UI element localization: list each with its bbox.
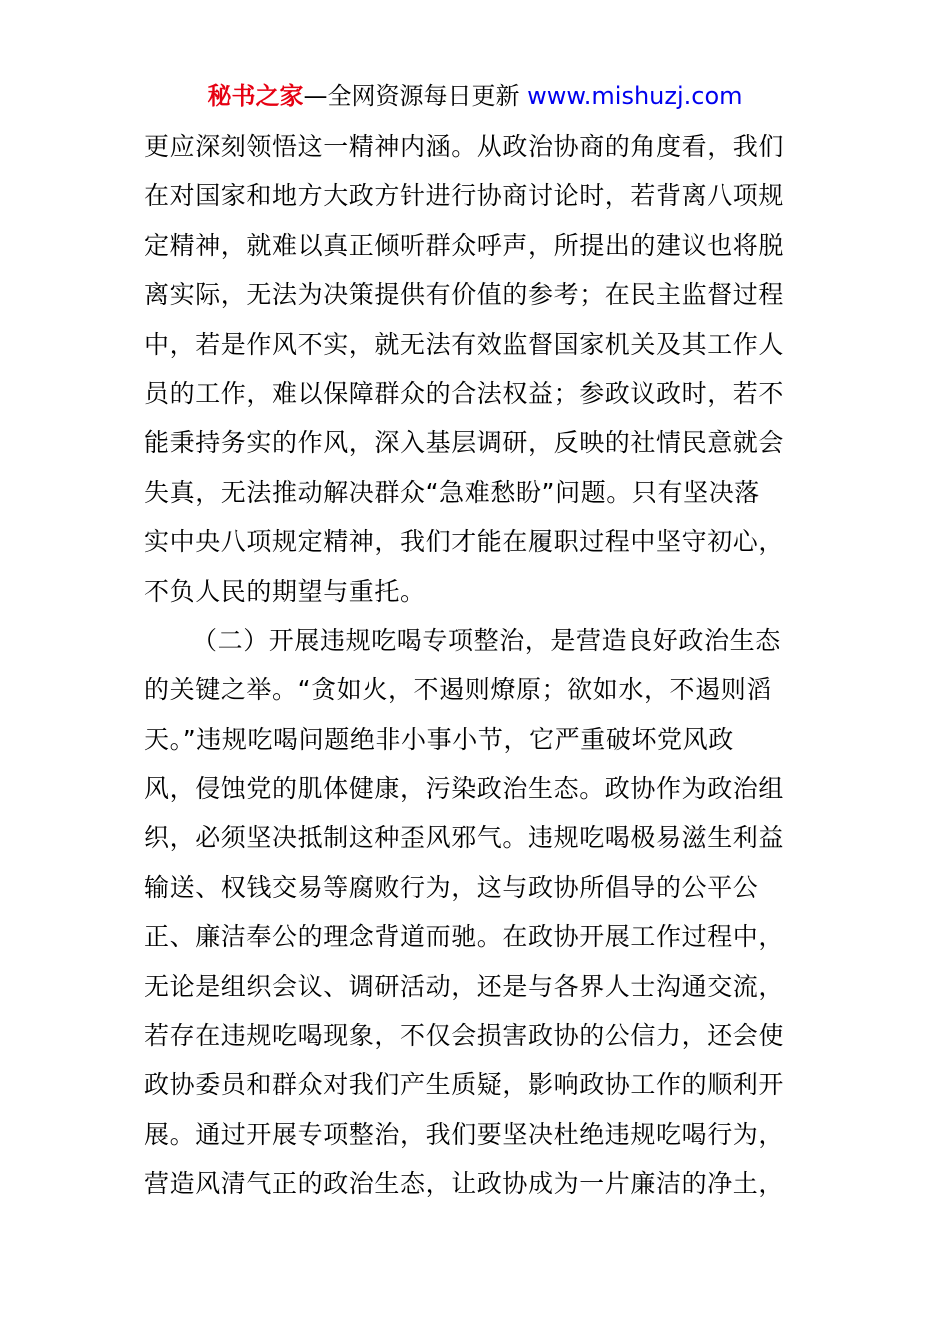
site-header [0, 80, 950, 112]
text-line: 实中央八项规定精神，我们才能在履职过程中坚守初心， [144, 527, 785, 557]
site-tagline: —全网资源每日更新 [303, 82, 520, 110]
text-line: 无论是组织会议、调研活动，还是与各界人士沟通交流， [144, 971, 785, 1001]
text-line: 展。通过开展专项整治，我们要坚决杜绝违规吃喝行为， [144, 1119, 785, 1149]
site-url-link[interactable]: www.mishuzj.com [527, 82, 743, 110]
text-line: 在对国家和地方大政方针进行协商讨论时，若背离八项规 [144, 181, 785, 211]
text-line: 正、廉洁奉公的理念背道而驰。在政协开展工作过程中， [144, 922, 785, 952]
text-line: 离实际，无法为决策提供有价值的参考；在民主监督过程 [144, 280, 785, 310]
text-line: 员的工作，难以保障群众的合法权益；参政议政时，若不 [144, 378, 785, 408]
text-line: 更应深刻领悟这一精神内涵。从政治协商的角度看，我们 [144, 132, 785, 161]
text-line: 输送、权钱交易等腐败行为，这与政协所倡导的公平公 [144, 872, 759, 902]
text-line: 风，侵蚀党的肌体健康，污染政治生态。政协作为政治组 [144, 774, 785, 804]
site-brand: 秘书之家 [207, 82, 304, 110]
text-line: 天。”违规吃喝问题绝非小事小节，它严重破坏党风政 [144, 724, 734, 754]
text-line: 政协委员和群众对我们产生质疑，影响政协工作的顺利开 [144, 1070, 785, 1100]
text-line: 定精神，就难以真正倾听群众呼声，所提出的建议也将脱 [144, 230, 785, 260]
text-line: 能秉持务实的作风，深入基层调研，反映的社情民意就会 [144, 428, 785, 458]
text-line: 的关键之举。“贪如火，不遏则燎原；欲如水，不遏则滔 [144, 675, 772, 705]
paragraph-heading-line: （二）开展违规吃喝专项整治，是营造良好政治生态 [192, 625, 781, 655]
text-line: 若存在违规吃喝现象，不仅会损害政协的公信力，还会使 [144, 1021, 785, 1051]
text-line: 中，若是作风不实，就无法有效监督国家机关及其工作人 [144, 329, 785, 359]
text-line: 织，必须坚决抵制这种歪风邪气。违规吃喝极易滋生利益 [144, 823, 785, 853]
text-line: 失真，无法推动解决群众“急难愁盼”问题。只有坚决落 [144, 477, 760, 507]
document-body [144, 122, 809, 1209]
text-line: 营造风清气正的政治生态，让政协成为一片廉洁的净土， [144, 1169, 785, 1199]
text-line: 不负人民的期望与重托。 [144, 576, 426, 606]
